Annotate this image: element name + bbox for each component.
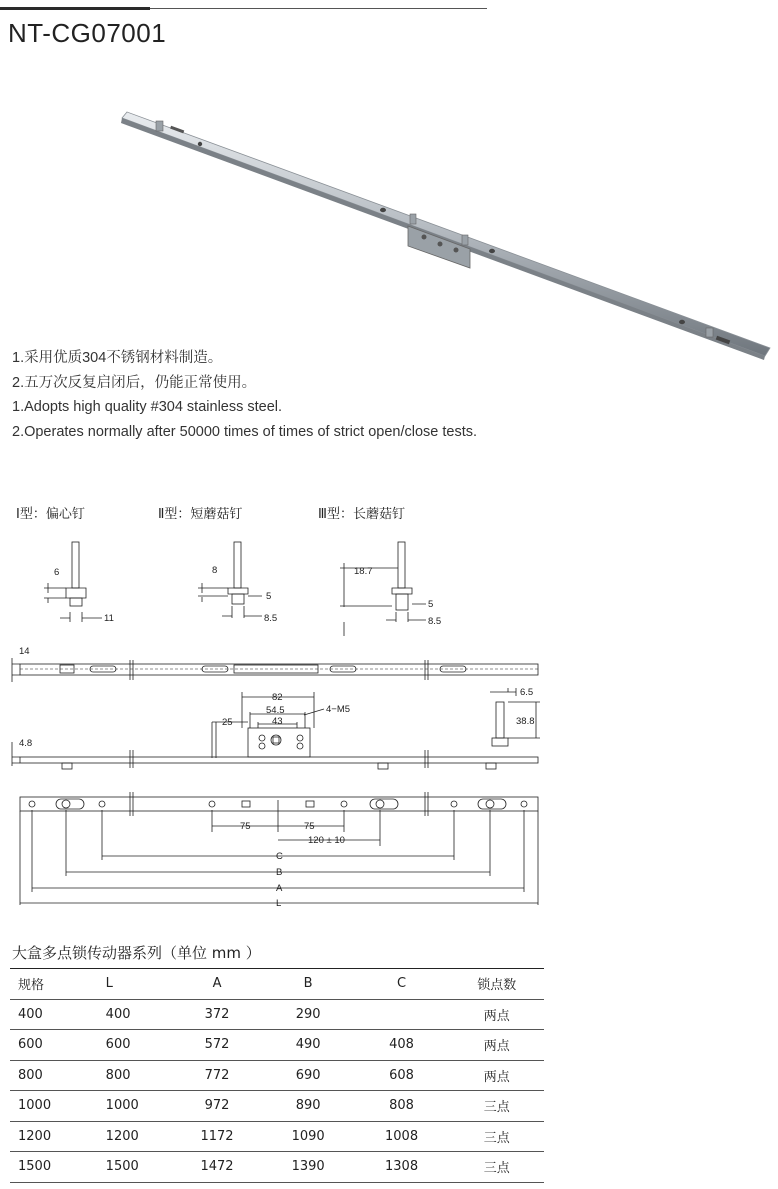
- pin2-dim-5: 5: [266, 591, 272, 602]
- pin1-dim-6: 6: [54, 567, 60, 578]
- bar-top-view: [12, 658, 538, 682]
- pin-type-1-label: Ⅰ型：偏心钉: [16, 507, 85, 522]
- dim-label-A: A: [276, 883, 283, 894]
- cell-B: 890: [263, 1091, 354, 1122]
- cell-L: 400: [86, 999, 172, 1030]
- dim-label-B: B: [276, 867, 283, 878]
- pin3-dim-18-7: 18.7: [354, 566, 373, 577]
- cell-spec: 1500: [10, 1152, 86, 1183]
- dim-label-L: L: [276, 898, 282, 909]
- cell-lock-points: 两点: [449, 1030, 544, 1061]
- cell-L: 1200: [86, 1121, 172, 1152]
- cell-A: 372: [171, 999, 262, 1030]
- cell-lock-points: 两点: [449, 1060, 544, 1091]
- cell-spec: 600: [10, 1030, 86, 1061]
- cell-A: 572: [171, 1030, 262, 1061]
- cell-B: 1390: [263, 1152, 354, 1183]
- dim-slot-distance: 120 ± 10: [308, 835, 345, 846]
- cell-A: 772: [171, 1060, 262, 1091]
- dim-pin-width: 6.5: [520, 687, 534, 698]
- pin-type-3-label: Ⅲ型：长蘑菇钉: [318, 507, 405, 522]
- cell-lock-points: 三点: [449, 1091, 544, 1122]
- cell-lock-points: 三点: [449, 1121, 544, 1152]
- pin2-dim-8-5: 8.5: [264, 613, 278, 624]
- header-lock-points: 锁点数: [449, 969, 544, 1000]
- cell-C: 608: [354, 1060, 450, 1091]
- dim-top-thickness: 14: [19, 646, 30, 657]
- header-spec: 规格: [10, 969, 86, 1000]
- feature-cn-1: 1.采用优质304不锈钢材料制造。: [12, 350, 223, 366]
- spec-table-title: 大盒多点锁传动器系列（单位 mm ）: [12, 944, 261, 962]
- cell-L: 1000: [86, 1091, 172, 1122]
- pin1-dim-11: 11: [104, 613, 114, 624]
- header-L: L: [86, 969, 172, 1000]
- cell-spec: 1200: [10, 1121, 86, 1152]
- cell-A: 1172: [171, 1121, 262, 1152]
- cell-A: 1472: [171, 1152, 262, 1183]
- cell-spec: 1000: [10, 1091, 86, 1122]
- dim-box-inner: 54.5: [266, 705, 285, 716]
- pin-type-1-drawing: [44, 542, 102, 622]
- pin-type-2-drawing: [198, 542, 262, 618]
- pin2-dim-8: 8: [212, 565, 218, 576]
- cell-L: 800: [86, 1060, 172, 1091]
- cell-B: 290: [263, 999, 354, 1030]
- header-B: B: [263, 969, 354, 1000]
- dim-box-hole-spacing: 43: [272, 716, 283, 727]
- cell-B: 490: [263, 1030, 354, 1061]
- dim-label-C: C: [276, 851, 283, 862]
- pin-type-2-label: Ⅱ型：短蘑菇钉: [158, 507, 243, 522]
- table-row: [10, 1152, 544, 1183]
- dim-box-height: 25: [222, 717, 233, 728]
- product-code-title: NT-CG07001: [8, 18, 167, 48]
- table-row: [10, 1060, 544, 1091]
- cell-spec: 800: [10, 1060, 86, 1091]
- dim-right-spacing: 75: [304, 821, 315, 832]
- table-row: [10, 1030, 544, 1061]
- cell-B: 1090: [263, 1121, 354, 1152]
- table-row: [10, 999, 544, 1030]
- cell-L: 600: [86, 1030, 172, 1061]
- cell-L: 1500: [86, 1152, 172, 1183]
- dim-pin-height: 38.8: [516, 716, 535, 727]
- cell-spec: 400: [10, 999, 86, 1030]
- dim-left-spacing: 75: [240, 821, 251, 832]
- cell-C: [354, 999, 450, 1030]
- feature-en-1: 1.Adopts high quality #304 stainless steel.: [12, 399, 283, 415]
- table-header-row: [10, 969, 544, 1000]
- pin3-dim-5: 5: [428, 599, 434, 610]
- table-row: [10, 1091, 544, 1122]
- header-A: A: [171, 969, 262, 1000]
- spec-table: [10, 968, 544, 1183]
- cell-C: 808: [354, 1091, 450, 1122]
- dim-box-width: 82: [272, 692, 283, 703]
- cell-B: 690: [263, 1060, 354, 1091]
- table-row: [10, 1121, 544, 1152]
- cell-lock-points: 两点: [449, 999, 544, 1030]
- feature-cn-2: 2.五万次反复启闭后，仍能正常使用。: [12, 374, 257, 391]
- feature-en-2: 2.Operates normally after 50000 times of times of strict open/close tests.: [12, 423, 478, 440]
- dim-box-thread: 4−M5: [326, 704, 351, 715]
- cell-A: 972: [171, 1091, 262, 1122]
- cell-C: 408: [354, 1030, 450, 1061]
- dim-side-thickness: 4.8: [19, 738, 33, 749]
- cell-lock-points: 三点: [449, 1152, 544, 1183]
- pin3-dim-8-5: 8.5: [428, 616, 442, 627]
- pin-type-3-drawing: [340, 542, 426, 636]
- cell-C: 1008: [354, 1121, 450, 1152]
- cell-C: 1308: [354, 1152, 450, 1183]
- header-C: C: [354, 969, 450, 1000]
